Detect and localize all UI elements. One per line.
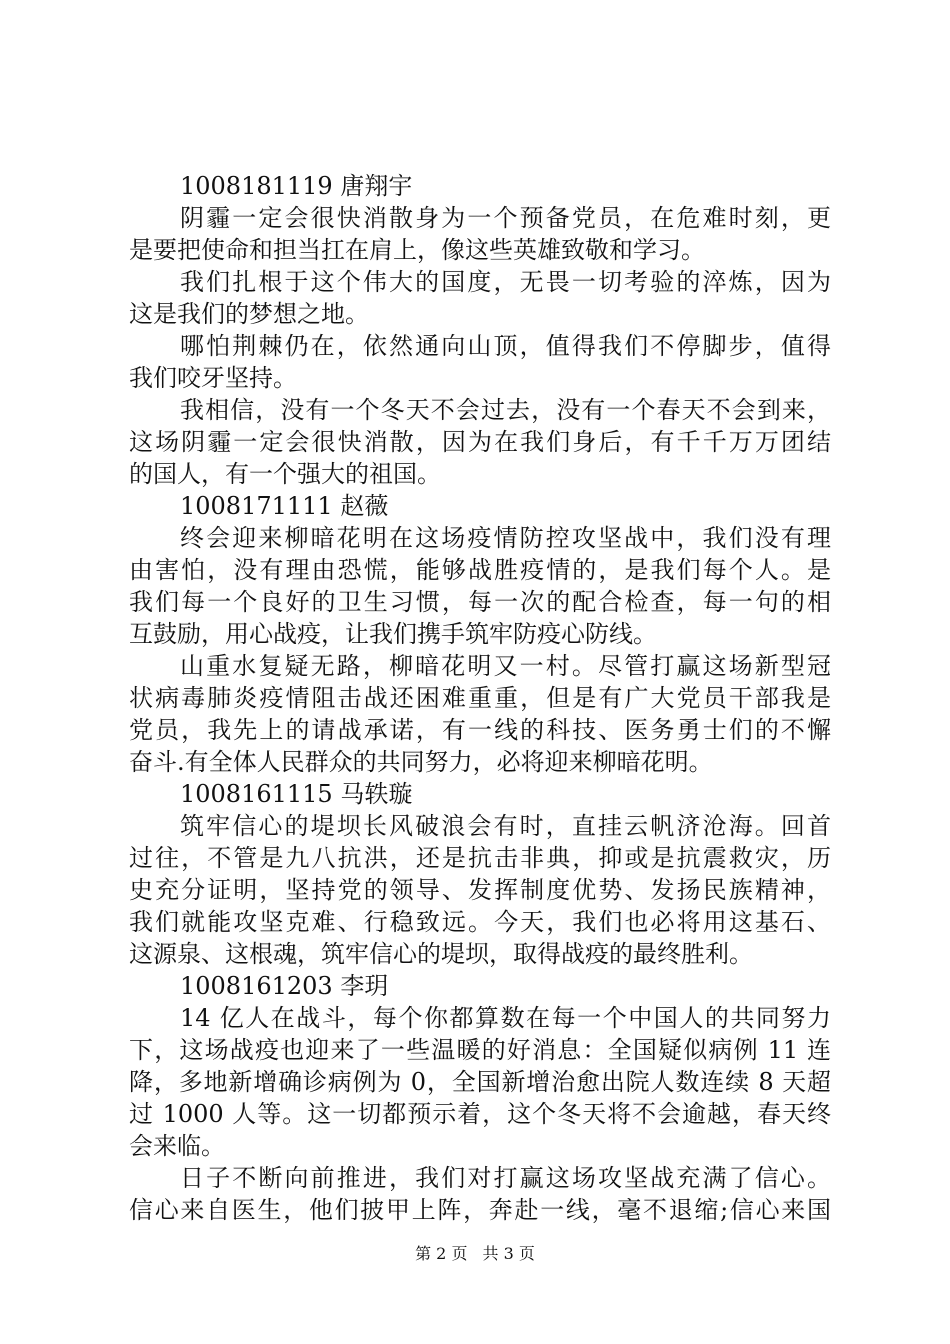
paragraph-line: 互鼓励，用心战疫，让我们携手筑牢防疫心防线。 — [129, 620, 657, 648]
paragraph-line: 山重水复疑无路，柳暗花明又一村。尽管打赢这场新型冠 — [180, 652, 831, 680]
paragraph-line: 是要把使命和担当扛在肩上，像这些英雄致敬和学习。 — [129, 236, 705, 264]
paragraph-line: 终会迎来柳暗花明在这场疫情防控攻坚战中，我们没有理 — [180, 524, 831, 552]
paragraph-line: 我们每一个良好的卫生习惯，每一次的配合检查，每一句的相 — [129, 588, 831, 616]
page-number: 第 2 页 — [415, 1244, 468, 1263]
paragraph-line: 降，多地新增确诊病例为 0，全国新增治愈出院人数连续 8 天超 — [129, 1068, 831, 1096]
paragraph-line: 信心来自医生，他们披甲上阵，奔赴一线，毫不退缩;信心来国 — [129, 1196, 831, 1224]
paragraph-line: 这源泉、这根魂，筑牢信心的堤坝，取得战疫的最终胜利。 — [129, 940, 753, 968]
paragraph-line: 哪怕荆棘仍在，依然通向山顶，值得我们不停脚步，值得 — [180, 332, 831, 360]
paragraph-line: 这场阴霾一定会很快消散，因为在我们身后，有千千万万团结 — [129, 428, 831, 456]
page-footer — [0, 1244, 950, 1264]
paragraph-line: 由害怕，没有理由恐慌，能够战胜疫情的，是我们每个人。是 — [129, 556, 831, 584]
paragraph-line: 我相信，没有一个冬天不会过去，没有一个春天不会到来， — [180, 396, 831, 424]
paragraph-line: 会来临。 — [129, 1132, 225, 1160]
author-heading: 1008161115 马轶璇 — [180, 780, 413, 808]
paragraph-line: 我们就能攻坚克难、行稳致远。今天，我们也必将用这基石、 — [129, 908, 831, 936]
author-heading: 1008181119 唐翔宇 — [180, 172, 413, 200]
paragraph-line: 党员，我先上的请战承诺，有一线的科技、医务勇士们的不懈 — [129, 716, 831, 744]
paragraph-line: 阴霾一定会很快消散身为一个预备党员，在危难时刻，更 — [180, 204, 831, 232]
author-heading: 1008161203 李玥 — [180, 972, 389, 1000]
paragraph-line: 史充分证明，坚持党的领导、发挥制度优势、发扬民族精神， — [129, 876, 831, 904]
paragraph-line: 奋斗.有全体人民群众的共同努力，必将迎来柳暗花明。 — [129, 748, 713, 776]
paragraph-line: 状病毒肺炎疫情阻击战还困难重重，但是有广大党员干部我是 — [129, 684, 831, 712]
paragraph-line: 我们扎根于这个伟大的国度，无畏一切考验的淬炼，因为 — [180, 268, 831, 296]
paragraph-line: 我们咬牙坚持。 — [129, 364, 297, 392]
paragraph-line: 这是我们的梦想之地。 — [129, 300, 369, 328]
paragraph-line: 过 1000 人等。这一切都预示着，这个冬天将不会逾越，春天终 — [129, 1100, 831, 1128]
author-heading: 1008171111 赵薇 — [180, 492, 389, 520]
paragraph-line: 14 亿人在战斗，每个你都算数在每一个中国人的共同努力 — [180, 1004, 831, 1032]
paragraph-line: 日子不断向前推进，我们对打赢这场攻坚战充满了信心。 — [180, 1164, 831, 1192]
page-total: 共 3 页 — [482, 1244, 535, 1263]
paragraph-line: 筑牢信心的堤坝长风破浪会有时，直挂云帆济沧海。回首 — [180, 812, 831, 840]
document-body — [129, 170, 831, 1226]
paragraph-line: 下，这场战疫也迎来了一些温暖的好消息：全国疑似病例 11 连 — [129, 1036, 831, 1064]
paragraph-line: 过往，不管是九八抗洪，还是抗击非典，抑或是抗震救灾，历 — [129, 844, 831, 872]
paragraph-line: 的国人，有一个强大的祖国。 — [129, 460, 441, 488]
